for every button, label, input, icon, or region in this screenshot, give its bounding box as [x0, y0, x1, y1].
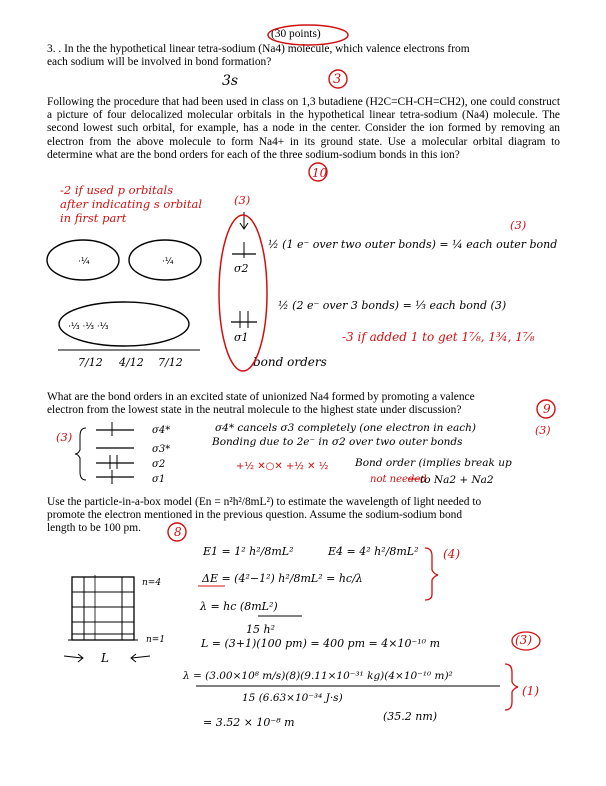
q4-note4: to Na2 + Na2 [420, 474, 494, 486]
calc-numerator: λ = (3.00×10⁸ m/s)(8)(9.11×10⁻³¹ kg)(4×10⁻¹⁰ m)² [183, 670, 453, 682]
q3-score: 3 [333, 72, 342, 87]
bond-order-2: 4/12 [119, 356, 144, 369]
q4-prompt-line1: What are the bond orders in an excited state of unionized Na4 formed by promoting a valence [47, 391, 475, 403]
q3b-score-circle [309, 163, 327, 181]
q4-note3: Bond order (implies break up [355, 457, 512, 469]
q4-note-score: (3) [535, 424, 551, 437]
q4-left-score: (3) [56, 430, 73, 444]
q4-note1: σ4* cancels σ3 completely (one electron in each) [215, 422, 476, 434]
q3b-paragraph: Following the procedure that had been used in class on 1,3 butadiene (H2C=CH-CH=CH2), one could construct a picture of four delocalized molecular orbitals in the hypothetical linear tetra-sodium (Na4) molecule. The second lowest such orbital, for example, has a node in the center. Consider the ion formed by removing an electron from the above molecule to form Na4+ in its ground state. Use a molecular orbital diagram to determine what are the bond orders for each of the three sodium-sodium bonds in this ion? [47, 96, 560, 161]
arrow-score: (3) [234, 193, 251, 207]
orbital-bottom-label: σ1 [234, 331, 249, 344]
bond-order-1: 7/12 [78, 356, 103, 369]
svg-text:+½ ✕○✕ +½ ✕ ½: +½ ✕○✕ +½ ✕ ½ [236, 461, 329, 472]
points-header: (30 points) [271, 28, 321, 40]
box-length-line: L = (3+1)(100 pm) = 400 pm = 4×10⁻¹⁰ m [201, 637, 441, 650]
q5-score-circle [168, 523, 186, 541]
bond-orders-label: bond orders [253, 355, 327, 369]
q3-score-circle [329, 70, 347, 88]
not-needed-note: not needed [370, 474, 427, 485]
q3b-score: 10 [312, 166, 328, 180]
energy-n4: E4 = 4² h²/8mL² [328, 545, 419, 558]
lambda-denominator: 15 h² [246, 623, 275, 636]
delta-e-line: ΔE = (4²−1²) h²/8mL² = hc/λ [202, 572, 363, 585]
energy-score: (4) [443, 547, 460, 561]
energy-n1: E1 = 1² h²/8mL² [203, 545, 294, 558]
q5-score: 8 [174, 525, 182, 539]
deduction-note-3: in first part [60, 211, 127, 225]
q5-prompt-line3: length to be 100 pm. [47, 522, 141, 534]
wavelength-nm: (35.2 nm) [383, 710, 438, 723]
svg-text:·¼: ·¼ [78, 257, 90, 267]
level-sigma3: σ3* [152, 444, 171, 455]
svg-text:·¼: ·¼ [162, 257, 174, 267]
particle-box [72, 577, 134, 640]
q3-prompt-line2: each sodium will be involved in bond formation? [47, 56, 272, 68]
deduction-note-1: -2 if used p orbitals [60, 183, 174, 197]
q5-prompt-line2: promote the electron mentioned in the previous question. Assume the sodium-sodium bond [47, 509, 463, 521]
box-label-n1: n=1 [146, 635, 166, 645]
mo-diagram-ellipse [219, 215, 267, 371]
box-length-score: (3) [515, 633, 532, 647]
box-label-L: L [101, 651, 109, 665]
q3-answer: 3s [222, 73, 239, 89]
sigma2-bond-line: ½ (1 e⁻ over two outer bonds) = ¼ each outer bond [268, 238, 558, 251]
q4-note2: Bonding due to 2e⁻ in σ2 over two outer bonds [212, 436, 463, 448]
level-sigma2: σ2 [152, 459, 166, 470]
line1-score: (3) [510, 218, 527, 232]
level-sigma1: σ1 [152, 474, 166, 485]
wavelength-result: = 3.52 × 10⁻⁸ m [203, 716, 295, 729]
q3-prompt-line1: 3. . In the the hypothetical linear tetra-sodium (Na4) molecule, which valence electrons from [47, 43, 470, 55]
svg-text:·⅓ ·⅓ ·⅓: ·⅓ ·⅓ ·⅓ [68, 322, 109, 332]
q4-score: 9 [543, 402, 551, 416]
sigma1-bond-line: ½ (2 e⁻ over 3 bonds) = ⅓ each bond (3) [278, 299, 507, 312]
points-circle [268, 25, 348, 45]
level-sigma4: σ4* [152, 425, 171, 436]
lambda-line: λ = hc (8mL²) [200, 600, 278, 613]
q5-prompt-line1: Use the particle-in-a-box model (En = n²h²/8mL²) to estimate the wavelength of light needed to [47, 496, 482, 508]
calc-score: (1) [522, 684, 539, 698]
q4-score-circle [537, 400, 555, 418]
deduction-note-2: after indicating s orbital [60, 197, 203, 211]
bond-order-3: 7/12 [158, 356, 183, 369]
calc-denominator: 15 (6.63×10⁻³⁴ J·s) [242, 692, 343, 704]
orbital-top-label: σ2 [234, 262, 249, 275]
penalty-note: -3 if added 1 to get 1⅞, 1¾, 1⅞ [342, 330, 535, 344]
q4-prompt-line2: electron from the lowest state in the neutral molecule to the highest state under discussion? [47, 404, 462, 416]
box-label-n4: n=4 [142, 578, 162, 588]
